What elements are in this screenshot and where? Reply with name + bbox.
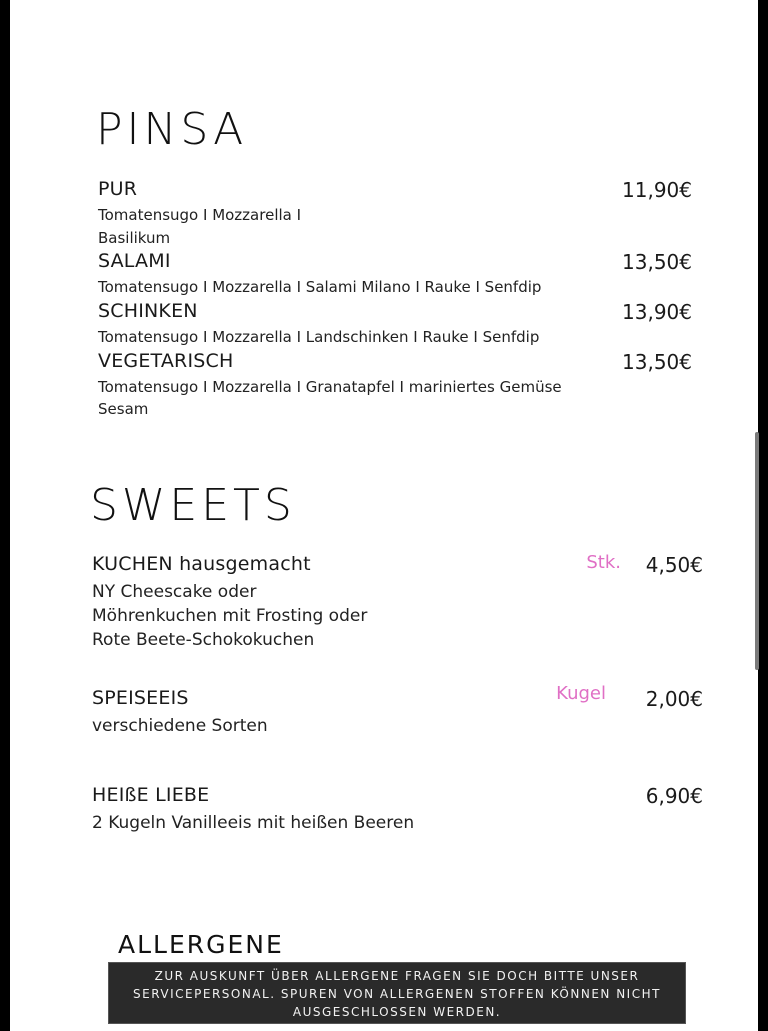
pinsa-item-schinken-name: SCHINKEN (98, 300, 198, 322)
pinsa-item-vegetarisch-desc: Sesam (98, 400, 149, 418)
pinsa-item-schinken-price: 13,90€ (622, 300, 692, 324)
pinsa-item-salami-name: SALAMI (98, 250, 171, 272)
sweets-item-speiseeis-name: SPEISEEIS (92, 687, 189, 709)
sweets-item-heisse-liebe-desc: 2 Kugeln Vanilleeis mit heißen Beeren (92, 813, 415, 833)
pinsa-item-pur-price: 11,90€ (622, 178, 692, 202)
pinsa-item-pur-name: PUR (98, 178, 138, 200)
pinsa-item-schinken-desc: Tomatensugo I Mozzarella I Landschinken I Rauke I Senfdip (98, 328, 540, 346)
sweets-item-speiseeis-desc: verschiedene Sorten (92, 716, 268, 736)
allergens-notice-line: SERVICEPERSONAL. SPUREN VON ALLERGENEN STOFFEN KÖNNEN NICHT (133, 987, 661, 1001)
sweets-item-speiseeis-price: 2,00€ (645, 687, 703, 711)
sweets-item-heisse-liebe-price: 6,90€ (645, 784, 703, 808)
pinsa-item-vegetarisch-desc: Tomatensugo I Mozzarella I Granatapfel I mariniertes Gemüse (98, 378, 562, 396)
pinsa-item-pur-desc: Basilikum (98, 229, 171, 247)
allergens-title: ALLERGENE (118, 930, 284, 959)
pinsa-item-vegetarisch-name: VEGETARISCH (98, 350, 234, 372)
allergens-notice (108, 962, 686, 1024)
sweets-title: SWEETS (90, 480, 296, 531)
pinsa-item-vegetarisch-price: 13,50€ (622, 350, 692, 374)
sweets-item-speiseeis-unit: Kugel (556, 683, 606, 704)
pinsa-item-salami-desc: Tomatensugo I Mozzarella I Salami Milano I Rauke I Senfdip (98, 278, 542, 296)
allergens-notice-line: AUSGESCHLOSSEN WERDEN. (292, 1005, 502, 1019)
sweets-item-kuchen-desc: Möhrenkuchen mit Frosting oder (92, 606, 368, 626)
sweets-item-kuchen-name: KUCHEN hausgemacht (92, 553, 311, 575)
vertical-scrollbar[interactable] (755, 432, 759, 670)
allergens-notice-line: ZUR AUSKUNFT ÜBER ALLERGENE FRAGEN SIE DOCH BITTE UNSER (154, 969, 640, 983)
sweets-item-kuchen-desc: Rote Beete-Schokokuchen (92, 630, 315, 650)
sweets-item-kuchen-unit: Stk. (586, 552, 621, 573)
sweets-item-kuchen-price: 4,50€ (645, 553, 703, 577)
pinsa-item-pur-desc: Tomatensugo I Mozzarella I (98, 206, 302, 224)
pinsa-item-salami-price: 13,50€ (622, 250, 692, 274)
sweets-item-heisse-liebe-name: HEIßE LIEBE (92, 784, 210, 806)
sweets-item-kuchen-desc: NY Cheescake oder (92, 582, 257, 602)
pinsa-title: PINSA (96, 104, 248, 155)
